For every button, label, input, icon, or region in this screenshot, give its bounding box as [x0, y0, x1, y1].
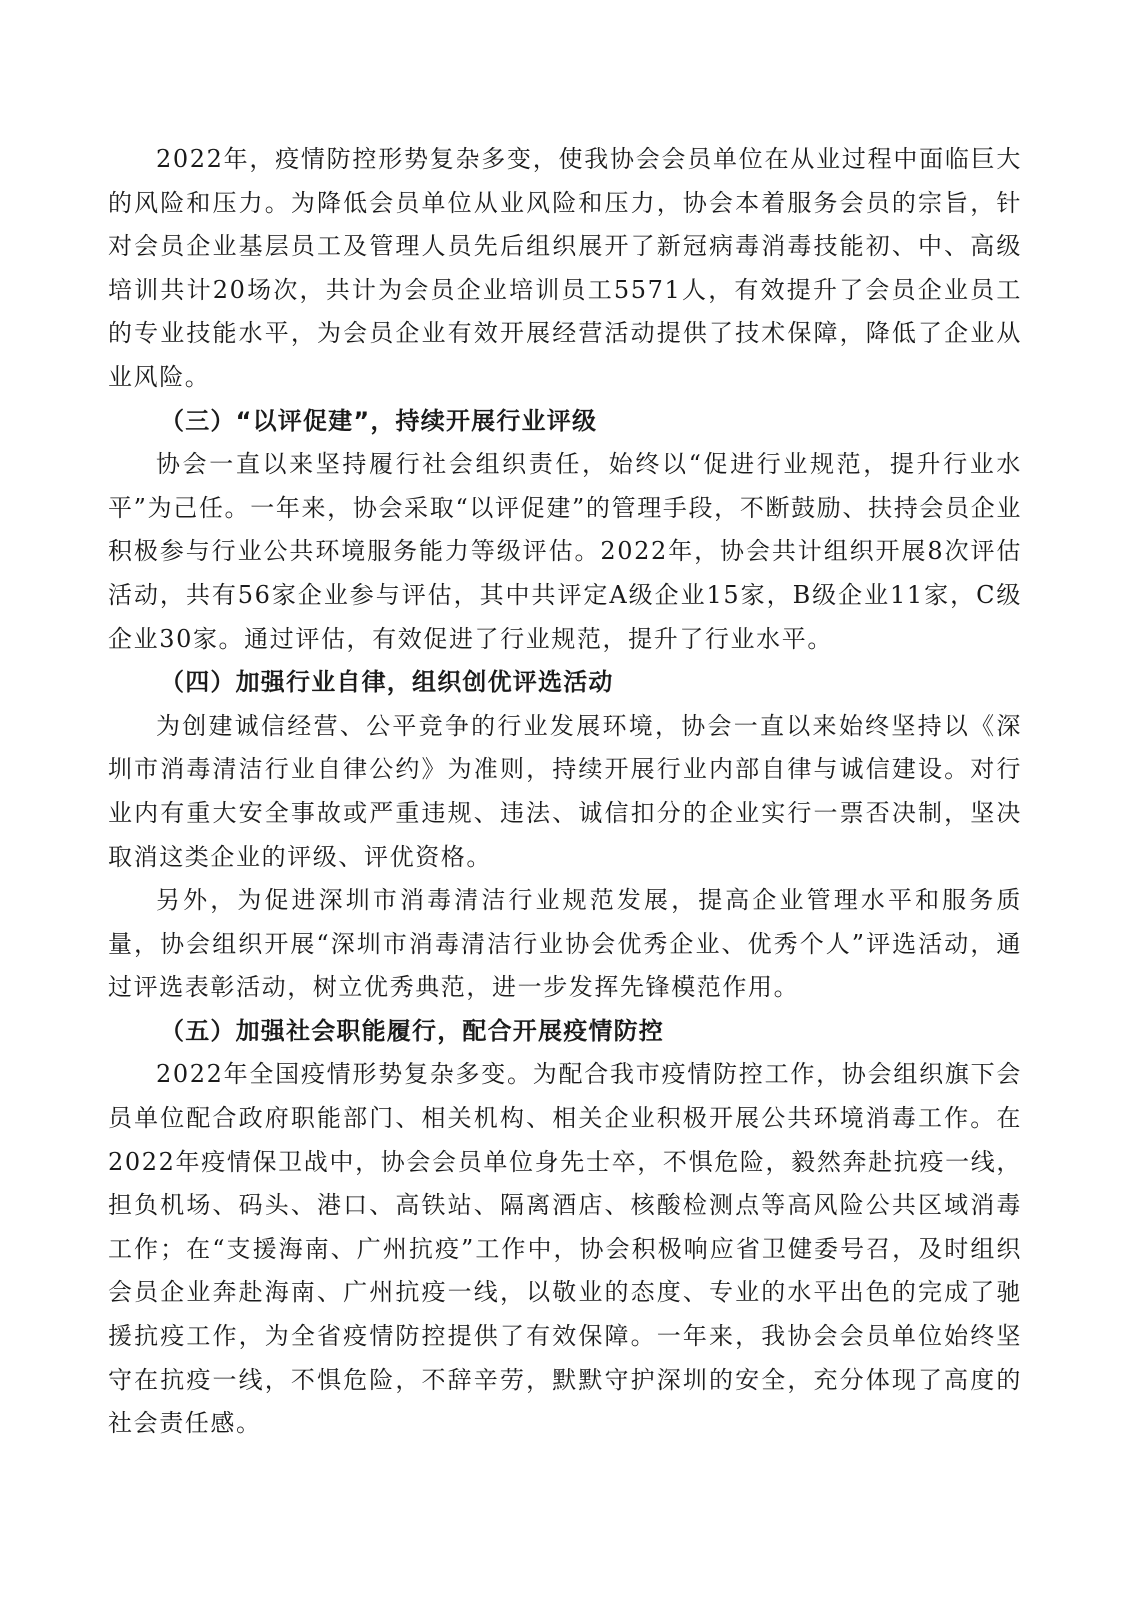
section-heading-epidemic: （五）加强社会职能履行，配合开展疫情防控	[160, 1016, 664, 1045]
paragraph-self-discipline: 为创建诚信经营、公平竞争的行业发展环境，协会一直以来始终坚持以《深圳市消毒清洁行业自律公约》为准则，持续开展行业内部自律与诚信建设。对行业内有重大安全事故或严重违规、违法、诚信扣分的企业实行一票否决制，坚决取消这类企业的评级、评优资格。	[108, 711, 1022, 871]
paragraph-rating: 协会一直以来坚持履行社会组织责任，始终以“促进行业规范，提升行业水平”为己任。一年来，协会采取“以评促建”的管理手段，不断鼓励、扶持会员企业积极参与行业公共环境服务能力等级评估。2022年，协会共计组织开展8次评估活动，共有56家企业参与评估，其中共评定A级企业15家，B级企业11家，C级企业30家。通过评估，有效促进了行业规范，提升了行业水平。	[108, 450, 1022, 653]
section-heading-self-discipline: （四）加强行业自律，组织创优评选活动	[160, 668, 614, 697]
document-body	[108, 138, 1022, 1446]
section-heading-rating: （三）“以评促建”，持续开展行业评级	[160, 406, 598, 435]
paragraph-awards: 另外，为促进深圳市消毒清洁行业规范发展，提高企业管理水平和服务质量，协会组织开展“深圳市消毒清洁行业协会优秀企业、优秀个人”评选活动，通过评选表彰活动，树立优秀典范，进一步发挥先锋模范作用。	[108, 886, 1022, 1002]
paragraph-training: 2022年，疫情防控形势复杂多变，使我协会会员单位在从业过程中面临巨大的风险和压力。为降低会员单位从业风险和压力，协会本着服务会员的宗旨，针对会员企业基层员工及管理人员先后组织展开了新冠病毒消毒技能初、中、高级培训共计20场次，共计为会员企业培训员工5571人，有效提升了会员企业员工的专业技能水平，为会员企业有效开展经营活动提供了技术保障，降低了企业从业风险。	[108, 145, 1022, 391]
paragraph-epidemic: 2022年全国疫情形势复杂多变。为配合我市疫情防控工作，协会组织旗下会员单位配合政府职能部门、相关机构、相关企业积极开展公共环境消毒工作。在2022年疫情保卫战中，协会会员单位身先士卒，不惧危险，毅然奔赴抗疫一线，担负机场、码头、港口、高铁站、隔离酒店、核酸检测点等高风险公共区域消毒工作；在“支援海南、广州抗疫”工作中，协会积极响应省卫健委号召，及时组织会员企业奔赴海南、广州抗疫一线，以敬业的态度、专业的水平出色的完成了驰援抗疫工作，为全省疫情防控提供了有效保障。一年来，我协会会员单位始终坚守在抗疫一线，不惧危险，不辞辛劳，默默守护深圳的安全，充分体现了高度的社会责任感。	[108, 1060, 1022, 1438]
